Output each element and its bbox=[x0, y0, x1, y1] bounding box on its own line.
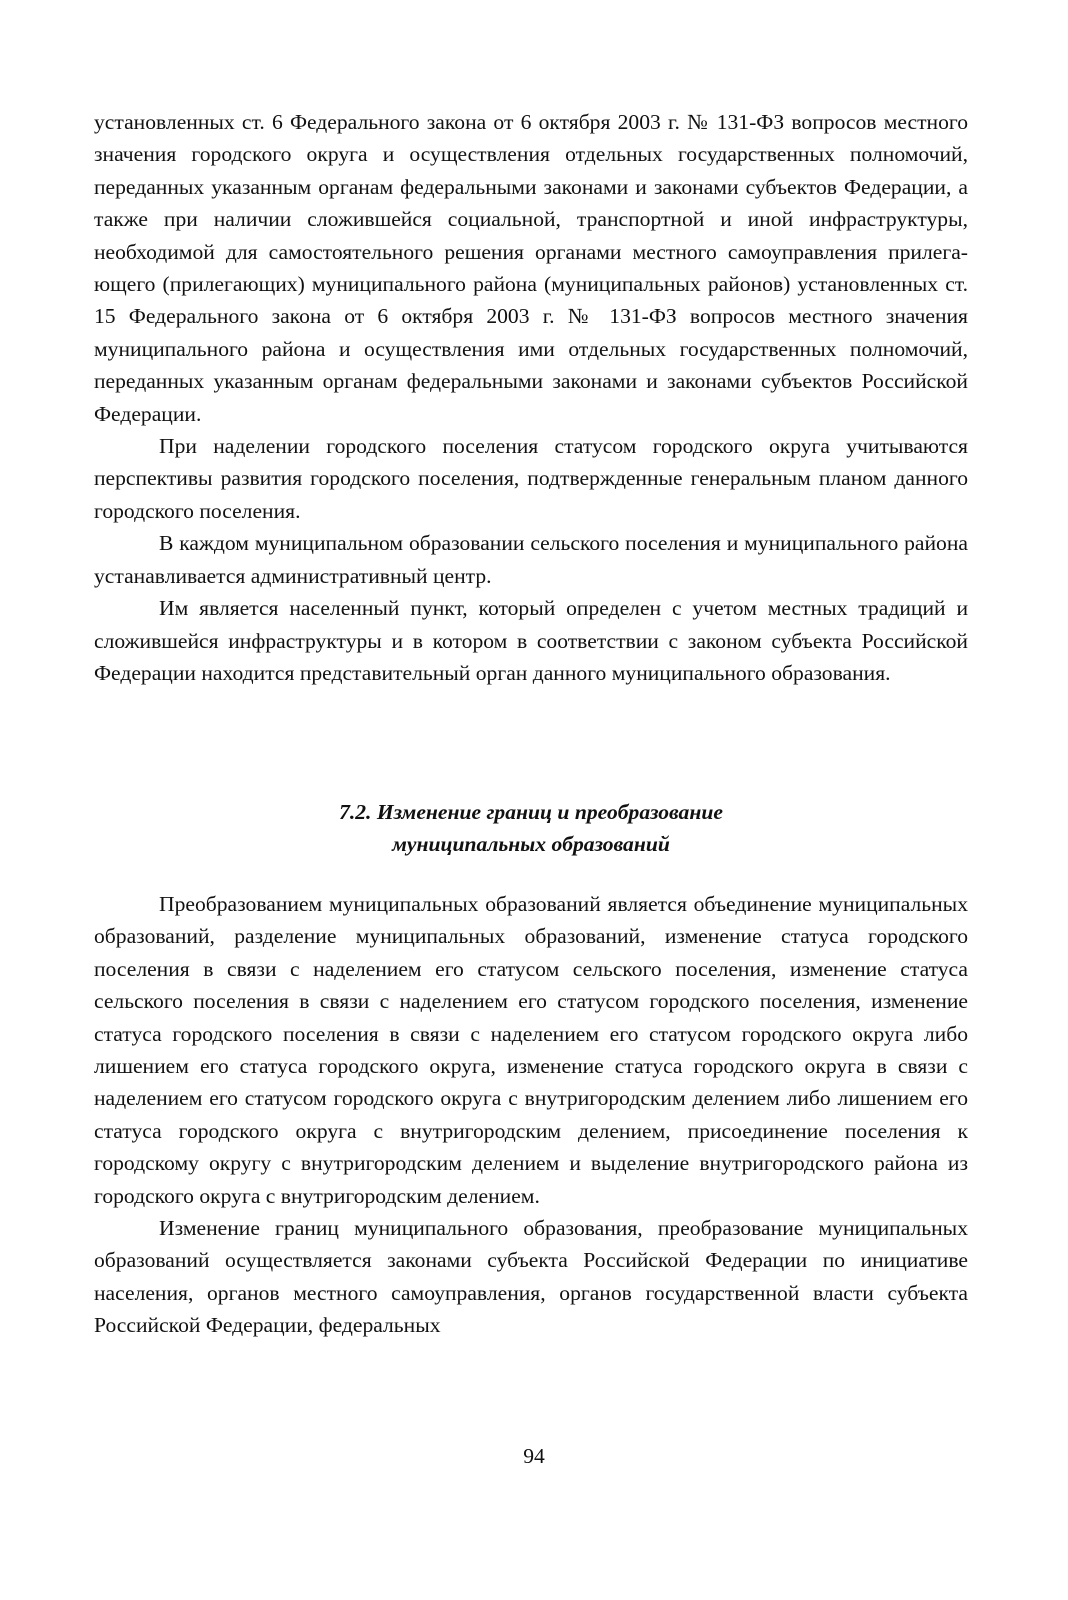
paragraph: Им является населенный пункт, который определен с учетом местных традиций и сложившейся инфраструктуры и в котором в соответствии с законом субъекта Российской Федерации находится представительный орган данного муниципального образования. bbox=[94, 596, 968, 685]
body-text-bottom bbox=[94, 888, 968, 1342]
body-text-top bbox=[94, 106, 968, 689]
paragraph: Изменение границ муниципального образования, преобразование муниципальных образований осуществляется законами субъекта Российской Федерации по инициативе населения, органов местного самоуправления, органов государственной власти субъекта Российской Федерации, федеральных bbox=[94, 1216, 968, 1338]
section-heading-line-1: 7.2. Изменение границ и преобразование bbox=[339, 800, 723, 824]
paragraph: установленных ст. 6 Федерального закона от 6 октября 2003 г. № 131-ФЗ вопросов местного значения городского округа и осуществления отдельных государственных полномочий, переданных указанным органам федеральными законами и законами субъектов Федерации, а также при наличии сложившейся социальной, транспортной и иной инфраструктуры, необходимой для самостоятельного решения органами местного самоуправления прилегающего (прилегающих) муниципального района (муниципальных районов) установленных ст. 15 Федерального закона от 6 октября 2003 г. № 131-ФЗ вопросов местного значения муниципального района и осуществления ими отдельных государственных полномочий, переданных указанным органам федеральными законами и законами субъектов Российской Федерации. bbox=[94, 110, 968, 426]
paragraph: При наделении городского поселения статусом городского округа учитываются перспективы развития городского поселения, подтвержденные генеральным планом данного городского поселения. bbox=[94, 434, 968, 523]
paragraph: Преобразованием муниципальных образований является объединение муниципальных образований, разделение муниципальных образований, изменение статуса городского поселения в связи с наделением его статусом сельского поселения, изменение статуса сельского поселения в связи с наделением его статусом городского поселения, изменение статуса городского поселения в связи с наделением его статусом городского округа либо лишением его статуса городского округа, изменение статуса городского округа в связи с наделением его статусом городского округа с внутригородским делением либо лишением его статуса городского округа с внутригородским делением, присоединение поселения к городскому округу с внутригородским делением и выделение внутригородского района из городского округа с внутригородским делением. bbox=[94, 892, 968, 1208]
paragraph: В каждом муниципальном образовании сельского поселения и муниципального района устанавливается административный центр. bbox=[94, 531, 968, 588]
section-heading-line-2: муниципальных образований bbox=[392, 832, 670, 856]
page-number: 94 bbox=[523, 1444, 545, 1468]
section-heading bbox=[94, 796, 968, 860]
